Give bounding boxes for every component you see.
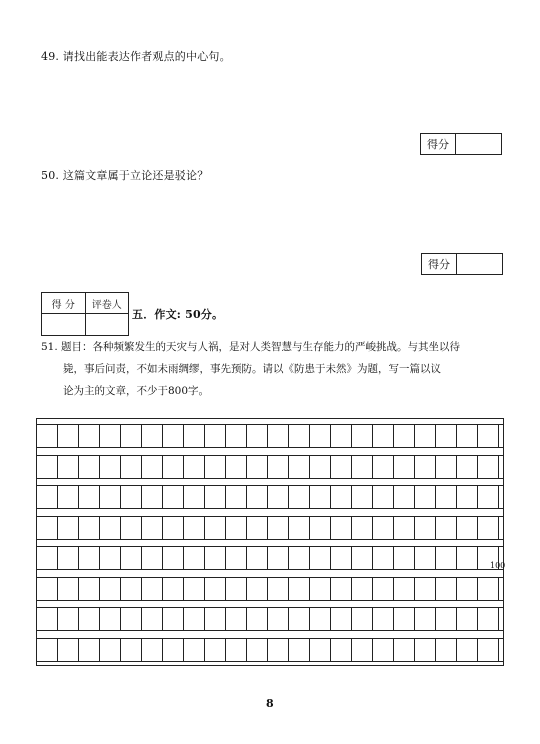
grid-cell[interactable] [226,425,247,447]
grid-cell[interactable] [184,425,205,447]
grid-cell[interactable] [79,547,100,569]
grid-cell[interactable] [79,456,100,478]
grid-cell[interactable] [436,486,457,508]
grid-cell[interactable] [373,639,394,661]
grid-cell[interactable] [310,486,331,508]
grid-cell[interactable] [142,547,163,569]
grid-cell[interactable] [142,639,163,661]
grid-cell[interactable] [415,486,436,508]
grid-cell[interactable] [79,425,100,447]
grid-cell[interactable] [373,547,394,569]
grid-cell[interactable] [457,547,478,569]
grid-cell[interactable] [205,639,226,661]
grid-cell[interactable] [457,456,478,478]
grid-cell[interactable] [415,517,436,539]
grid-row [37,485,503,509]
grid-cell[interactable] [331,547,352,569]
grid-cell[interactable] [247,456,268,478]
grid-cell[interactable] [268,517,289,539]
grid-cell[interactable] [289,456,310,478]
grid-cell[interactable] [352,425,373,447]
grid-cell[interactable] [415,578,436,600]
grid-cell[interactable] [352,547,373,569]
grid-cell[interactable] [310,639,331,661]
grid-cell[interactable] [121,547,142,569]
grid-cell[interactable] [352,608,373,630]
essay-prompt-line: 毙，事后问责，不如未雨绸缪，事先预防。请以《防患于未然》为题，写一篇以议 [63,363,441,375]
score-label: 得分 [422,254,457,274]
grid-cell[interactable] [100,608,121,630]
grid-cell[interactable] [121,425,142,447]
grid-cell[interactable] [163,517,184,539]
grid-cell[interactable] [331,456,352,478]
grid-cell[interactable] [394,639,415,661]
grid-cell[interactable] [457,486,478,508]
grid-cell[interactable] [289,517,310,539]
grid-cell[interactable] [310,425,331,447]
grader-score-cell[interactable] [42,314,85,335]
grid-cell[interactable] [289,425,310,447]
grid-row [37,607,503,631]
grid-cell[interactable] [205,608,226,630]
grid-cell[interactable] [163,578,184,600]
grid-cell[interactable] [226,578,247,600]
grid-cell[interactable] [100,425,121,447]
grid-cell[interactable] [226,547,247,569]
grid-cell[interactable] [415,456,436,478]
grid-cell[interactable] [289,639,310,661]
grid-cell[interactable] [415,639,436,661]
char-count-marker: 100 [490,561,506,570]
grid-cell[interactable] [142,608,163,630]
grid-cell[interactable] [163,547,184,569]
grid-cell[interactable] [394,547,415,569]
grader-table [41,292,129,336]
grid-cell[interactable] [163,486,184,508]
grid-cell[interactable] [289,547,310,569]
score-box-50 [421,253,503,275]
grid-cell[interactable] [247,608,268,630]
grid-cell[interactable] [436,639,457,661]
grid-cell[interactable] [184,456,205,478]
grid-cell[interactable] [58,456,79,478]
grid-cell[interactable] [289,578,310,600]
grid-cell[interactable] [394,578,415,600]
grid-cell[interactable] [58,578,79,600]
grid-cell[interactable] [205,578,226,600]
grid-cell[interactable] [121,456,142,478]
grid-cell[interactable] [121,486,142,508]
grid-cell[interactable] [163,425,184,447]
grid-cell[interactable] [121,517,142,539]
grid-cell[interactable] [373,517,394,539]
grid-cell[interactable] [310,517,331,539]
grid-cell[interactable] [373,578,394,600]
question-50: 50. 这篇文章属于立论还是驳论？ [41,169,209,182]
grid-cell[interactable] [457,639,478,661]
grid-cell[interactable] [268,547,289,569]
grid-cell[interactable] [100,639,121,661]
grid-cell[interactable] [100,547,121,569]
grid-cell[interactable] [79,639,100,661]
grid-cell[interactable] [163,608,184,630]
grid-cell[interactable] [478,608,499,630]
grid-cell[interactable] [37,425,58,447]
grid-cell[interactable] [100,486,121,508]
score-label: 得分 [421,134,456,154]
grid-cell[interactable] [184,608,205,630]
grid-cell[interactable] [58,425,79,447]
grid-cell[interactable] [58,608,79,630]
grid-cell[interactable] [436,517,457,539]
score-input[interactable] [457,254,502,274]
grid-cell[interactable] [226,608,247,630]
grid-cell[interactable] [142,517,163,539]
grid-cell[interactable] [310,608,331,630]
grid-cell[interactable] [247,486,268,508]
grid-cell[interactable] [247,425,268,447]
grid-cell[interactable] [352,456,373,478]
grid-cell[interactable] [226,486,247,508]
grid-cell[interactable] [247,578,268,600]
grid-cell[interactable] [184,547,205,569]
grid-cell[interactable] [373,608,394,630]
grid-cell[interactable] [184,578,205,600]
grid-cell[interactable] [478,486,499,508]
grid-cell[interactable] [79,608,100,630]
grid-cell[interactable] [184,517,205,539]
grid-cell[interactable] [268,456,289,478]
grid-row [37,516,503,540]
grid-cell[interactable] [457,608,478,630]
grid-cell[interactable] [436,547,457,569]
grader-score-header: 得 分 [51,299,75,311]
grid-cell[interactable] [331,578,352,600]
grid-cell[interactable] [58,547,79,569]
grid-cell[interactable] [121,578,142,600]
grid-cell[interactable] [478,517,499,539]
grid-cell[interactable] [79,517,100,539]
grid-cell[interactable] [226,517,247,539]
grid-cell[interactable] [331,639,352,661]
grid-cell[interactable] [247,639,268,661]
grid-cell[interactable] [436,425,457,447]
grid-cell[interactable] [394,486,415,508]
essay-prompt-line: 51. 题目：各种频繁发生的天灾与人祸，是对人类智慧与生存能力的严峻挑战。与其坐以待 [41,341,461,353]
grid-cell[interactable] [394,425,415,447]
grid-cell[interactable] [478,456,499,478]
grid-cell[interactable] [205,517,226,539]
grid-cell[interactable] [37,517,58,539]
grid-cell[interactable] [58,517,79,539]
grid-cell[interactable] [394,456,415,478]
grid-cell[interactable] [142,578,163,600]
grid-cell[interactable] [394,608,415,630]
grid-cell[interactable] [142,456,163,478]
grid-cell[interactable] [226,456,247,478]
grid-cell[interactable] [436,456,457,478]
score-input[interactable] [456,134,501,154]
grid-cell[interactable] [247,547,268,569]
grid-cell[interactable] [415,608,436,630]
grid-cell[interactable] [58,486,79,508]
grader-name-cell[interactable] [85,314,129,335]
essay-prompt-line: 论为主的文章，不少于800字。 [63,385,210,397]
grid-cell[interactable] [352,639,373,661]
grid-cell[interactable] [457,578,478,600]
grid-cell[interactable] [373,486,394,508]
grid-cell[interactable] [352,517,373,539]
grid-cell[interactable] [352,578,373,600]
grid-cell[interactable] [163,639,184,661]
grid-cell[interactable] [331,517,352,539]
grid-cell[interactable] [163,456,184,478]
grid-cell[interactable] [184,639,205,661]
grid-row [37,424,503,448]
grid-cell[interactable] [478,639,499,661]
grid-cell[interactable] [415,547,436,569]
grid-cell[interactable] [436,608,457,630]
grid-cell[interactable] [331,425,352,447]
grid-cell[interactable] [268,608,289,630]
grid-cell[interactable] [268,486,289,508]
score-box-49 [420,133,502,155]
grid-cell[interactable] [436,578,457,600]
grid-cell[interactable] [100,517,121,539]
grid-cell[interactable] [310,456,331,478]
grid-cell[interactable] [247,517,268,539]
grid-row [37,577,503,601]
grid-cell[interactable] [142,486,163,508]
grader-name-header: 评卷人 [85,293,129,313]
grid-cell[interactable] [142,425,163,447]
question-49: 49. 请找出能表达作者观点的中心句。 [41,50,231,63]
grid-cell[interactable] [268,425,289,447]
grid-cell[interactable] [205,547,226,569]
essay-writing-grid[interactable] [36,418,504,666]
grid-cell[interactable] [37,639,58,661]
grid-cell[interactable] [289,608,310,630]
grid-cell[interactable] [58,639,79,661]
grid-row [37,546,506,570]
grid-row [37,455,503,479]
grid-cell[interactable] [37,578,58,600]
grid-cell[interactable] [37,486,58,508]
grid-cell[interactable] [478,578,499,600]
grid-cell[interactable] [310,547,331,569]
grid-cell[interactable] [268,639,289,661]
grid-cell[interactable] [79,486,100,508]
page-number: 8 [266,697,274,710]
grid-cell[interactable] [226,639,247,661]
grid-cell[interactable] [37,608,58,630]
grid-cell[interactable] [331,486,352,508]
grid-cell[interactable] [457,425,478,447]
grid-cell[interactable] [184,486,205,508]
grid-cell[interactable] [352,486,373,508]
grid-cell[interactable] [121,608,142,630]
grid-cell[interactable] [478,425,499,447]
essay-prompt [41,336,511,402]
grid-cell[interactable] [205,486,226,508]
grid-cell[interactable] [37,456,58,478]
grid-cell[interactable] [415,425,436,447]
grid-cell[interactable] [205,425,226,447]
grid-cell[interactable] [121,639,142,661]
grid-cell[interactable] [37,547,58,569]
grid-cell[interactable] [100,578,121,600]
grid-cell[interactable] [100,456,121,478]
grid-row [37,638,503,662]
grid-cell[interactable] [289,486,310,508]
grid-cell[interactable] [268,578,289,600]
grid-cell[interactable] [205,456,226,478]
grid-cell[interactable] [394,517,415,539]
grid-cell[interactable] [373,425,394,447]
grid-cell[interactable] [373,456,394,478]
grid-cell[interactable] [79,578,100,600]
section-title: 五．作文: 50分。 [132,308,224,321]
grid-cell[interactable] [457,517,478,539]
grid-cell[interactable] [331,608,352,630]
grid-cell[interactable] [310,578,331,600]
